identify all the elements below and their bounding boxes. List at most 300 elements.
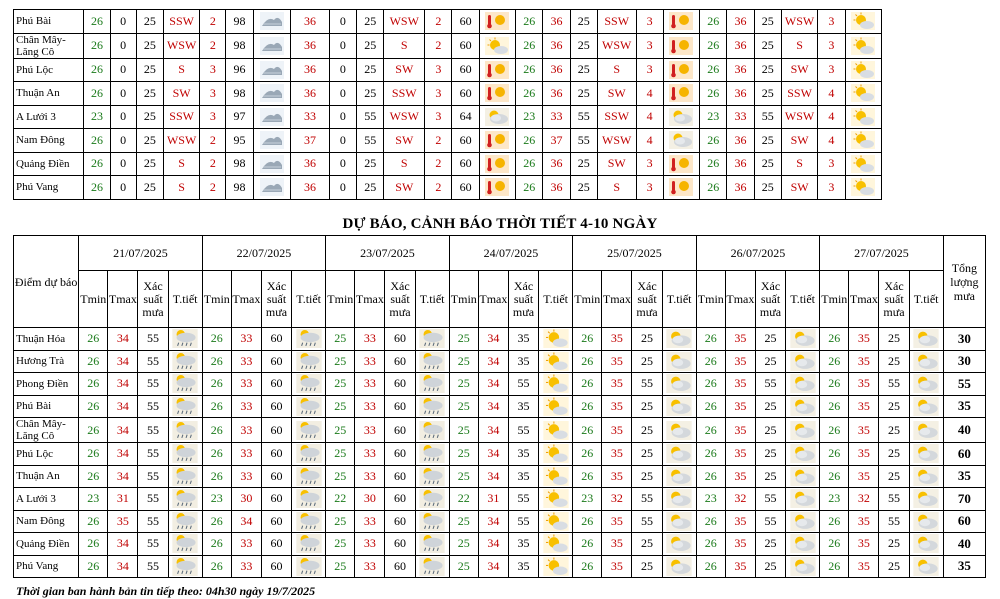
current-forecast-table [13, 9, 882, 200]
tmax-value: 31 [478, 488, 508, 511]
tmax-value: 33 [231, 418, 261, 443]
partly-cloudy-icon [786, 328, 820, 351]
fog-icon [253, 33, 290, 58]
sunny-icon [845, 82, 881, 106]
forecast-value: 55 [570, 129, 597, 153]
top-table-row [14, 105, 882, 129]
rain-probability-value: 60 [385, 488, 415, 511]
tmin-value: 26 [202, 350, 231, 373]
tmax-value: 35 [108, 510, 138, 533]
forecast-value: 3 [636, 33, 663, 58]
rain-probability-value: 55 [138, 328, 168, 351]
forecast-value: 25 [754, 82, 781, 106]
rain-probability-value: 60 [261, 443, 291, 466]
forecast-value: 25 [754, 33, 781, 58]
hot-thermometer-icon [479, 82, 515, 106]
forecast-value: 23 [516, 105, 543, 129]
forecast-row [14, 373, 986, 396]
forecast-value: 33 [543, 105, 570, 129]
rain-icon [292, 488, 326, 511]
forecast-value: WSW [163, 129, 199, 153]
tmin-value: 25 [449, 533, 478, 556]
partly-cloudy-icon [662, 373, 696, 396]
forecast-value: 26 [84, 10, 110, 34]
tmax-value: 35 [602, 465, 632, 488]
location-name: Nam Đông [14, 129, 84, 153]
rain-probability-value: 35 [508, 465, 538, 488]
rain-probability-value: 25 [632, 465, 662, 488]
forecast-value: S [781, 152, 817, 176]
rain-probability-value: 25 [879, 465, 909, 488]
forecast-value: 36 [727, 58, 754, 82]
date-header: 26/07/2025 [696, 236, 820, 271]
location-name: Phú Lộc [14, 443, 79, 466]
partly-cloudy-icon [663, 105, 699, 129]
total-rain-value: 35 [943, 465, 985, 488]
date-header: 24/07/2025 [449, 236, 573, 271]
forecast-value: SW [781, 176, 817, 200]
sunny-icon [845, 58, 881, 82]
forecast-value: 25 [136, 105, 163, 129]
rain-probability-value: 60 [385, 395, 415, 418]
partly-cloudy-icon [909, 418, 943, 443]
partly-cloudy-icon [662, 418, 696, 443]
forecast-value: 36 [543, 82, 570, 106]
weather-header: T.tiết [539, 271, 573, 328]
rain-probability-value: 25 [879, 418, 909, 443]
forecast-value: SSW [163, 10, 199, 34]
tmax-header: Tmax [602, 271, 632, 328]
date-header: 23/07/2025 [326, 236, 450, 271]
tmax-value: 33 [355, 533, 385, 556]
tmax-value: 30 [355, 488, 385, 511]
tmax-value: 35 [602, 533, 632, 556]
tmax-value: 35 [602, 395, 632, 418]
location-name: Quảng Điền [14, 152, 84, 176]
hot-thermometer-icon [663, 152, 699, 176]
forecast-value: 60 [452, 82, 479, 106]
rain-probability-header: Xác suất mưa [385, 271, 415, 328]
forecast-value: SW [781, 129, 817, 153]
forecast-value: 3 [636, 152, 663, 176]
forecast-value: S [384, 152, 425, 176]
tmin-value: 25 [449, 373, 478, 396]
location-name: Thuận Hóa [14, 328, 79, 351]
forecast-value: 0 [329, 58, 356, 82]
forecast-value: 55 [357, 129, 384, 153]
forecast-value: 26 [516, 152, 543, 176]
rain-icon [415, 328, 449, 351]
forecast-value: 36 [291, 58, 330, 82]
rain-icon [292, 395, 326, 418]
tmin-value: 26 [79, 533, 108, 556]
forecast-value: SSW [781, 82, 817, 106]
partly-cloudy-icon [786, 373, 820, 396]
location-name: Phú Vang [14, 176, 84, 200]
forecast-value: 98 [226, 33, 253, 58]
forecast-value: 0 [110, 58, 136, 82]
tmin-value: 26 [202, 443, 231, 466]
tmax-value: 34 [108, 328, 138, 351]
hot-thermometer-icon [479, 10, 515, 34]
top-table-row [14, 176, 882, 200]
rain-probability-value: 60 [385, 350, 415, 373]
forecast-value: 0 [110, 33, 136, 58]
forecast-value: 0 [110, 129, 136, 153]
tmax-value: 33 [355, 350, 385, 373]
forecast-value: 36 [727, 10, 754, 34]
forecast-value: WSW [163, 33, 199, 58]
rain-icon [168, 533, 202, 556]
forecast-value: 4 [636, 129, 663, 153]
rain-probability-value: 55 [138, 418, 168, 443]
fog-icon [253, 152, 290, 176]
tmin-value: 25 [449, 443, 478, 466]
rain-probability-value: 25 [755, 395, 785, 418]
tmax-value: 34 [108, 555, 138, 578]
date-header: 22/07/2025 [202, 236, 326, 271]
forecast-value: WSW [781, 10, 817, 34]
forecast-value: 98 [226, 82, 253, 106]
forecast-value: WSW [384, 10, 425, 34]
forecast-value: 25 [570, 152, 597, 176]
tmin-value: 26 [202, 373, 231, 396]
rain-probability-value: 60 [261, 350, 291, 373]
tmin-value: 26 [202, 395, 231, 418]
rain-probability-value: 55 [632, 510, 662, 533]
rain-icon [415, 418, 449, 443]
forecast-value: 25 [570, 82, 597, 106]
tmin-value: 26 [202, 555, 231, 578]
forecast-value: 25 [754, 10, 781, 34]
forecast-value: 25 [357, 152, 384, 176]
forecast-value: 25 [136, 152, 163, 176]
forecast-value: 25 [570, 176, 597, 200]
forecast-value: SW [384, 176, 425, 200]
forecast-value: S [163, 176, 199, 200]
tmin-value: 26 [79, 418, 108, 443]
total-rain-value: 70 [943, 488, 985, 511]
partly-cloudy-icon [662, 395, 696, 418]
tmax-value: 34 [108, 533, 138, 556]
tmax-value: 30 [231, 488, 261, 511]
rain-probability-value: 25 [632, 350, 662, 373]
forecast-row [14, 465, 986, 488]
forecast-value: 25 [570, 58, 597, 82]
rain-probability-value: 25 [879, 328, 909, 351]
rain-probability-value: 25 [755, 555, 785, 578]
rain-icon [168, 488, 202, 511]
tmin-value: 26 [573, 533, 602, 556]
location-name: Chân Mây-Lăng Cô [14, 418, 79, 443]
location-header: Điểm dự báo [14, 236, 79, 328]
tmin-value: 26 [696, 555, 725, 578]
partly-cloudy-icon [909, 328, 943, 351]
rain-probability-value: 55 [138, 488, 168, 511]
tmax-header: Tmax [108, 271, 138, 328]
rain-probability-value: 60 [261, 555, 291, 578]
forecast-value: 25 [136, 10, 163, 34]
rain-icon [415, 350, 449, 373]
tmin-value: 26 [820, 465, 849, 488]
weather-header: T.tiết [786, 271, 820, 328]
tmax-value: 34 [108, 373, 138, 396]
hot-thermometer-icon [663, 58, 699, 82]
forecast-row [14, 488, 986, 511]
rain-icon [168, 395, 202, 418]
location-name: Thuận An [14, 82, 84, 106]
partly-cloudy-icon [479, 105, 515, 129]
forecast-value: 26 [84, 58, 110, 82]
fog-icon [253, 105, 290, 129]
tmin-value: 25 [449, 418, 478, 443]
forecast-value: 2 [425, 129, 452, 153]
rain-probability-value: 55 [508, 418, 538, 443]
date-header: 21/07/2025 [79, 236, 203, 271]
tmax-value: 35 [602, 328, 632, 351]
weather-header: T.tiết [168, 271, 202, 328]
forecast-value: 3 [818, 58, 845, 82]
tmin-value: 26 [573, 443, 602, 466]
rain-probability-value: 55 [138, 510, 168, 533]
tmin-value: 25 [326, 533, 355, 556]
tmax-value: 35 [725, 510, 755, 533]
forecast-row [14, 328, 986, 351]
tmax-value: 33 [355, 443, 385, 466]
forecast-value: 37 [543, 129, 570, 153]
rain-probability-value: 55 [138, 350, 168, 373]
forecast-row [14, 555, 986, 578]
forecast-value: 26 [700, 129, 727, 153]
forecast-value: 98 [226, 176, 253, 200]
tmax-value: 32 [725, 488, 755, 511]
total-rain-value: 40 [943, 533, 985, 556]
forecast-value: 25 [136, 129, 163, 153]
partly-cloudy-icon [663, 129, 699, 153]
forecast-value: SSW [163, 105, 199, 129]
tmin-value: 25 [326, 555, 355, 578]
rain-icon [292, 465, 326, 488]
forecast-value: S [163, 152, 199, 176]
tmin-value: 26 [820, 443, 849, 466]
sunny-icon [845, 105, 881, 129]
forecast-value: 36 [727, 176, 754, 200]
forecast-value: 36 [543, 33, 570, 58]
tmax-value: 35 [725, 373, 755, 396]
tmax-value: 35 [602, 418, 632, 443]
total-rain-value: 35 [943, 395, 985, 418]
forecast-value: 60 [452, 58, 479, 82]
partly-cloudy-icon [786, 418, 820, 443]
forecast-value: 2 [200, 129, 226, 153]
forecast-value: 26 [700, 10, 727, 34]
tmin-value: 26 [820, 373, 849, 396]
forecast-value: 55 [570, 105, 597, 129]
sunny-icon [539, 488, 573, 511]
rain-probability-value: 55 [508, 510, 538, 533]
hot-thermometer-icon [663, 82, 699, 106]
partly-cloudy-icon [909, 465, 943, 488]
rain-probability-value: 35 [508, 443, 538, 466]
forecast-value: 23 [84, 105, 110, 129]
forecast-value: 0 [329, 176, 356, 200]
forecast-value: 0 [110, 105, 136, 129]
forecast-value: S [163, 58, 199, 82]
forecast-value: 25 [754, 129, 781, 153]
forecast-value: 37 [291, 129, 330, 153]
rain-icon [415, 488, 449, 511]
rain-probability-value: 60 [261, 395, 291, 418]
tmax-value: 32 [602, 488, 632, 511]
tmax-value: 32 [849, 488, 879, 511]
rain-probability-value: 60 [385, 465, 415, 488]
location-name: Phú Lộc [14, 58, 84, 82]
tmin-value: 25 [326, 328, 355, 351]
forecast-value: 25 [357, 10, 384, 34]
rain-probability-value: 55 [138, 533, 168, 556]
tmin-value: 26 [573, 465, 602, 488]
tmin-value: 25 [449, 555, 478, 578]
partly-cloudy-icon [662, 350, 696, 373]
forecast-value: 60 [452, 33, 479, 58]
tmin-value: 26 [820, 510, 849, 533]
total-rain-value: 55 [943, 373, 985, 396]
tmin-value: 26 [202, 510, 231, 533]
forecast-value: 2 [200, 176, 226, 200]
fog-icon [253, 176, 290, 200]
top-table-row [14, 33, 882, 58]
forecast-value: 3 [636, 176, 663, 200]
rain-icon [168, 443, 202, 466]
rain-probability-value: 25 [632, 418, 662, 443]
rain-icon [168, 555, 202, 578]
rain-probability-value: 55 [508, 488, 538, 511]
forecast-value: 97 [226, 105, 253, 129]
rain-probability-value: 55 [755, 510, 785, 533]
forecast-value: 36 [543, 58, 570, 82]
forecast-value: 0 [110, 82, 136, 106]
tmax-value: 34 [231, 510, 261, 533]
forecast-value: 3 [425, 105, 452, 129]
forecast-value: 60 [452, 176, 479, 200]
rain-probability-value: 35 [508, 395, 538, 418]
sunny-icon [539, 555, 573, 578]
tmin-header: Tmin [449, 271, 478, 328]
tmax-value: 33 [231, 328, 261, 351]
forecast-value: 98 [226, 152, 253, 176]
rain-icon [415, 465, 449, 488]
rain-probability-value: 55 [755, 488, 785, 511]
tmax-value: 34 [478, 533, 508, 556]
sunny-icon [845, 129, 881, 153]
rain-probability-value: 25 [632, 395, 662, 418]
tmax-header: Tmax [478, 271, 508, 328]
rain-probability-header: Xác suất mưa [138, 271, 168, 328]
tmax-value: 35 [849, 510, 879, 533]
tmax-value: 33 [355, 465, 385, 488]
forecast-row [14, 350, 986, 373]
sunny-icon [539, 443, 573, 466]
tmax-value: 35 [602, 443, 632, 466]
tmin-value: 23 [79, 488, 108, 511]
rain-icon [168, 418, 202, 443]
forecast-value: 2 [425, 33, 452, 58]
rain-probability-value: 55 [632, 373, 662, 396]
tmax-value: 35 [849, 418, 879, 443]
tmax-header: Tmax [849, 271, 879, 328]
tmin-value: 26 [79, 373, 108, 396]
tmax-value: 35 [849, 533, 879, 556]
tmax-value: 35 [725, 443, 755, 466]
tmin-value: 25 [449, 510, 478, 533]
tmin-value: 26 [820, 418, 849, 443]
tmin-value: 25 [326, 465, 355, 488]
rain-icon [168, 350, 202, 373]
partly-cloudy-icon [786, 465, 820, 488]
forecast-value: 3 [636, 10, 663, 34]
tmin-header: Tmin [326, 271, 355, 328]
location-name: Phú Vang [14, 555, 79, 578]
forecast-value: 60 [452, 152, 479, 176]
forecast-value: 3 [818, 176, 845, 200]
forecast-value: 25 [754, 58, 781, 82]
rain-probability-value: 25 [755, 418, 785, 443]
tmin-value: 25 [326, 510, 355, 533]
forecast-title: DỰ BÁO, CẢNH BÁO THỜI TIẾT 4-10 NGÀY [342, 216, 658, 232]
forecast-value: 64 [452, 105, 479, 129]
rain-icon [415, 373, 449, 396]
forecast-value: 33 [291, 105, 330, 129]
forecast-value: 36 [291, 33, 330, 58]
location-name: Thuận An [14, 465, 79, 488]
rain-probability-value: 25 [632, 555, 662, 578]
rain-probability-value: 60 [385, 555, 415, 578]
rain-probability-value: 60 [261, 533, 291, 556]
forecast-value: 4 [818, 129, 845, 153]
forecast-value: 25 [136, 58, 163, 82]
rain-probability-value: 60 [261, 465, 291, 488]
location-name: Phú Bài [14, 10, 84, 34]
forecast-value: 36 [727, 82, 754, 106]
tmin-value: 26 [696, 465, 725, 488]
tmin-value: 26 [202, 418, 231, 443]
forecast-row [14, 510, 986, 533]
partly-cloudy-icon [662, 443, 696, 466]
rain-icon [292, 555, 326, 578]
rain-icon [292, 533, 326, 556]
rain-probability-value: 25 [632, 533, 662, 556]
partly-cloudy-icon [786, 350, 820, 373]
tmax-value: 35 [849, 443, 879, 466]
forecast-value: SW [597, 82, 636, 106]
sunny-icon [845, 176, 881, 200]
partly-cloudy-icon [786, 443, 820, 466]
tmax-value: 34 [108, 443, 138, 466]
tmin-value: 26 [202, 328, 231, 351]
tmax-value: 34 [478, 443, 508, 466]
rain-probability-value: 35 [508, 533, 538, 556]
forecast-value: 3 [200, 105, 226, 129]
tmin-value: 26 [696, 533, 725, 556]
forecast-value: 0 [110, 10, 136, 34]
tmax-value: 35 [725, 533, 755, 556]
tmin-value: 26 [820, 555, 849, 578]
tmin-value: 26 [573, 510, 602, 533]
location-name: A Lưới 3 [14, 488, 79, 511]
forecast-value: 26 [84, 33, 110, 58]
forecast-value: 25 [357, 33, 384, 58]
forecast-value: SW [781, 58, 817, 82]
